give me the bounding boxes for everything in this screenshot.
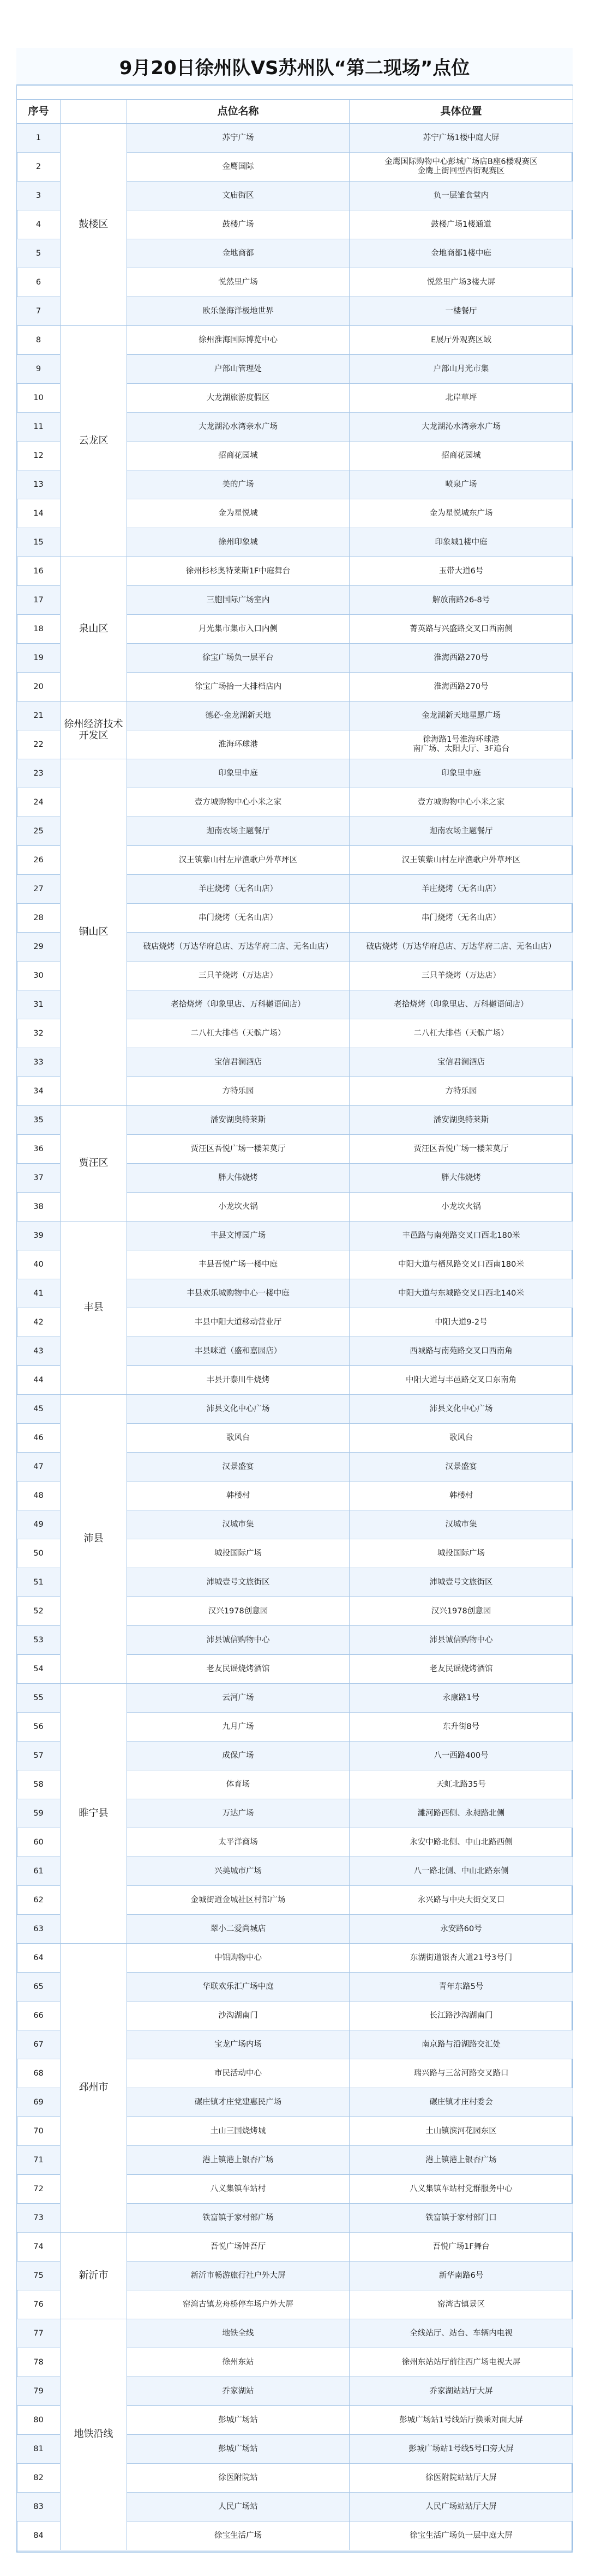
header-no: 序号 bbox=[17, 100, 61, 124]
row-number: 5 bbox=[17, 239, 61, 268]
venue-position: 铁富镇于家村部门口 bbox=[350, 2204, 573, 2233]
venue-name: 二八杠大排档（天髌广场） bbox=[127, 1019, 350, 1048]
venue-position: 汉景盛宴 bbox=[350, 1453, 573, 1481]
venue-position: 沛县诚信购物中心 bbox=[350, 1626, 573, 1655]
venue-position: 八一路北侧、中山北路东侧 bbox=[350, 1857, 573, 1886]
row-number: 51 bbox=[17, 1568, 61, 1597]
row-number: 55 bbox=[17, 1684, 61, 1713]
venue-position: 北岸草坪 bbox=[350, 384, 573, 413]
venue-name: 汉王镇紫山村左岸渔歌户外草坪区 bbox=[127, 846, 350, 875]
venue-name: 大龙湖旅游度假区 bbox=[127, 384, 350, 413]
row-number: 71 bbox=[17, 2146, 61, 2175]
venue-name: 徐医附院站 bbox=[127, 2464, 350, 2493]
venue-position: 方特乐园 bbox=[350, 1077, 573, 1106]
row-number: 46 bbox=[17, 1424, 61, 1453]
row-number: 22 bbox=[17, 730, 61, 759]
district-cell: 新沂市 bbox=[61, 2233, 127, 2319]
venue-name: 市民活动中心 bbox=[127, 2059, 350, 2088]
venue-name: 鼓楼广场 bbox=[127, 210, 350, 239]
table-row bbox=[17, 1944, 573, 1973]
row-number: 73 bbox=[17, 2204, 61, 2233]
row-number: 6 bbox=[17, 268, 61, 297]
venue-name: 宝信君澜酒店 bbox=[127, 1048, 350, 1077]
venue-name: 沛城壹号文旅街区 bbox=[127, 1568, 350, 1597]
row-number: 16 bbox=[17, 557, 61, 586]
row-number: 24 bbox=[17, 788, 61, 817]
district-cell: 铜山区 bbox=[61, 759, 127, 1106]
venue-name: 沛县诚信购物中心 bbox=[127, 1626, 350, 1655]
venue-name: 成保广场 bbox=[127, 1741, 350, 1770]
row-number: 80 bbox=[17, 2406, 61, 2435]
venue-name: 悦然里广场 bbox=[127, 268, 350, 297]
venue-name: 破店烧烤（万达华府总店、万达华府二店、无名山店） bbox=[127, 933, 350, 962]
venue-position: 八一西路400号 bbox=[350, 1741, 573, 1770]
venue-position: 印象里中庭 bbox=[350, 759, 573, 788]
row-number: 9 bbox=[17, 355, 61, 384]
venue-name: 金鹰国际 bbox=[127, 153, 350, 182]
venue-name: 窑湾古镇龙舟桥停车场户外大屏 bbox=[127, 2290, 350, 2319]
district-cell: 沛县 bbox=[61, 1395, 127, 1684]
venue-position: 彭城广场站1号线站厅换乘对面大屏 bbox=[350, 2406, 573, 2435]
row-number: 12 bbox=[17, 442, 61, 470]
venue-position: 永安中路北侧、中山北路西侧 bbox=[350, 1828, 573, 1857]
row-number: 29 bbox=[17, 933, 61, 962]
venue-name: 土山三国烧烤城 bbox=[127, 2117, 350, 2146]
venue-name: 乔家湖站 bbox=[127, 2377, 350, 2406]
row-number: 14 bbox=[17, 499, 61, 528]
venue-position: 印象城1楼中庭 bbox=[350, 528, 573, 557]
row-number: 53 bbox=[17, 1626, 61, 1655]
venue-name: 汉景盛宴 bbox=[127, 1453, 350, 1481]
row-number: 47 bbox=[17, 1453, 61, 1481]
venue-name: 徐州东站 bbox=[127, 2348, 350, 2377]
row-number: 65 bbox=[17, 1973, 61, 2001]
venue-name: 宝龙广场内场 bbox=[127, 2030, 350, 2059]
table-row bbox=[17, 1222, 573, 1250]
row-number: 67 bbox=[17, 2030, 61, 2059]
row-number: 54 bbox=[17, 1655, 61, 1684]
row-number: 60 bbox=[17, 1828, 61, 1857]
venue-name: 美的广场 bbox=[127, 470, 350, 499]
row-number: 4 bbox=[17, 210, 61, 239]
row-number: 17 bbox=[17, 586, 61, 615]
row-number: 42 bbox=[17, 1308, 61, 1337]
row-number: 76 bbox=[17, 2290, 61, 2319]
venue-name: 丰县咪道（盛和嘉园店） bbox=[127, 1337, 350, 1366]
venue-name: 月光集市集市入口内侧 bbox=[127, 615, 350, 644]
venue-position: 破店烧烤（万达华府总店、万达华府二店、无名山店） bbox=[350, 933, 573, 962]
row-number: 78 bbox=[17, 2348, 61, 2377]
row-number: 21 bbox=[17, 702, 61, 730]
venue-position: 中阳大道与栖凤路交叉口西南180米 bbox=[350, 1250, 573, 1279]
venue-name: 徐宝广场负一层平台 bbox=[127, 644, 350, 673]
row-number: 26 bbox=[17, 846, 61, 875]
venue-name: 兴美城市广场 bbox=[127, 1857, 350, 1886]
venue-position: 徐州东站站厅前往西广场电视大屏 bbox=[350, 2348, 573, 2377]
venue-position: 汉兴1978创意园 bbox=[350, 1597, 573, 1626]
row-number: 77 bbox=[17, 2319, 61, 2348]
venue-position: 新华南路6号 bbox=[350, 2261, 573, 2290]
row-number: 2 bbox=[17, 153, 61, 182]
row-number: 19 bbox=[17, 644, 61, 673]
venue-name: 华联欢乐汇广场中庭 bbox=[127, 1973, 350, 2001]
venue-position: 悦然里广场3楼大屏 bbox=[350, 268, 573, 297]
venue-name: 徐州杉杉奥特莱斯1F中庭舞台 bbox=[127, 557, 350, 586]
venue-name: 韩楼村 bbox=[127, 1481, 350, 1510]
row-number: 82 bbox=[17, 2464, 61, 2493]
district-cell: 丰县 bbox=[61, 1222, 127, 1395]
venue-position: 青年东路5号 bbox=[350, 1973, 573, 2001]
venue-position: 串门烧烤（无名山店） bbox=[350, 904, 573, 933]
venue-position: 胖大伟烧烤 bbox=[350, 1164, 573, 1193]
venue-name: 丰县吾悦广场一楼中庭 bbox=[127, 1250, 350, 1279]
row-number: 37 bbox=[17, 1164, 61, 1193]
venue-name: 老拾烧烤（印象里店、万科樾语间店） bbox=[127, 990, 350, 1019]
venue-position: 大龙湖沁水湾亲水广场 bbox=[350, 413, 573, 442]
venue-position: 八义集镇车站村党群服务中心 bbox=[350, 2175, 573, 2204]
venue-name: 丰县开泰川牛烧烤 bbox=[127, 1366, 350, 1395]
row-number: 27 bbox=[17, 875, 61, 904]
venue-position: 港上镇港上银杏广场 bbox=[350, 2146, 573, 2175]
venue-name: 云河广场 bbox=[127, 1684, 350, 1713]
venue-name: 小龙坎火锅 bbox=[127, 1193, 350, 1222]
venue-name: 大龙湖沁水湾亲水广场 bbox=[127, 413, 350, 442]
row-number: 20 bbox=[17, 673, 61, 702]
row-number: 70 bbox=[17, 2117, 61, 2146]
venue-position: 苏宁广场1楼中庭大屏 bbox=[350, 124, 573, 153]
venue-position: 丰邑路与南苑路交叉口西北180米 bbox=[350, 1222, 573, 1250]
table-row bbox=[17, 124, 573, 153]
venue-name: 汉城市集 bbox=[127, 1510, 350, 1539]
venue-position: 长江路沙沟湖南门 bbox=[350, 2001, 573, 2030]
venue-position: 歌风台 bbox=[350, 1424, 573, 1453]
venue-position: 一楼餐厅 bbox=[350, 297, 573, 326]
venue-position: 菁英路与兴盛路交叉口西南侧 bbox=[350, 615, 573, 644]
row-number: 66 bbox=[17, 2001, 61, 2030]
row-number: 8 bbox=[17, 326, 61, 355]
venue-position: 鼓楼广场1楼通道 bbox=[350, 210, 573, 239]
row-number: 25 bbox=[17, 817, 61, 846]
header-name: 点位名称 bbox=[127, 100, 350, 124]
row-number: 41 bbox=[17, 1279, 61, 1308]
venue-name: 彭城广场站 bbox=[127, 2406, 350, 2435]
table-row bbox=[17, 1395, 573, 1424]
venue-name: 羊庄烧烤（无名山店） bbox=[127, 875, 350, 904]
row-number: 75 bbox=[17, 2261, 61, 2290]
district-cell: 地铁沿线 bbox=[61, 2319, 127, 2550]
venue-position: 碾庄镇才庄村委会 bbox=[350, 2088, 573, 2117]
venue-table bbox=[16, 85, 573, 2550]
row-number: 11 bbox=[17, 413, 61, 442]
venue-position: 淮海西路270号 bbox=[350, 673, 573, 702]
row-number: 63 bbox=[17, 1915, 61, 1944]
venue-name: 潘安湖奥特莱斯 bbox=[127, 1106, 350, 1135]
row-number: 15 bbox=[17, 528, 61, 557]
venue-position: 壹方城购物中心小米之家 bbox=[350, 788, 573, 817]
venue-name: 沙沟湖南门 bbox=[127, 2001, 350, 2030]
row-number: 50 bbox=[17, 1539, 61, 1568]
row-number: 49 bbox=[17, 1510, 61, 1539]
venue-position: 窑湾古镇景区 bbox=[350, 2290, 573, 2319]
row-number: 30 bbox=[17, 962, 61, 990]
row-number: 28 bbox=[17, 904, 61, 933]
venue-position: 徐海路1号淮海环球港 南广场、太阳大厅、3F追台 bbox=[350, 730, 573, 759]
venue-position: 中阳大道与丰邑路交叉口东南角 bbox=[350, 1366, 573, 1395]
venue-position: 沛县文化中心广场 bbox=[350, 1395, 573, 1424]
venue-name: 城投国际广场 bbox=[127, 1539, 350, 1568]
row-number: 13 bbox=[17, 470, 61, 499]
venue-name: 碾庄镇才庄党建惠民广场 bbox=[127, 2088, 350, 2117]
venue-name: 迦南农场主题餐厅 bbox=[127, 817, 350, 846]
row-number: 31 bbox=[17, 990, 61, 1019]
venue-name: 印象里中庭 bbox=[127, 759, 350, 788]
row-number: 57 bbox=[17, 1741, 61, 1770]
venue-position: 户部山月光市集 bbox=[350, 355, 573, 384]
venue-position: 金为星悦城东广场 bbox=[350, 499, 573, 528]
row-number: 69 bbox=[17, 2088, 61, 2117]
venue-name: 方特乐园 bbox=[127, 1077, 350, 1106]
venue-name: 地铁全线 bbox=[127, 2319, 350, 2348]
table-row bbox=[17, 1684, 573, 1713]
venue-name: 金为星悦城 bbox=[127, 499, 350, 528]
table-row bbox=[17, 759, 573, 788]
venue-position: 东升街8号 bbox=[350, 1713, 573, 1741]
venue-position: 乔家湖站站厅大屏 bbox=[350, 2377, 573, 2406]
venue-name: 壹方城购物中心小米之家 bbox=[127, 788, 350, 817]
row-number: 64 bbox=[17, 1944, 61, 1973]
venue-position: E展厅外观赛区域 bbox=[350, 326, 573, 355]
venue-name: 万达广场 bbox=[127, 1799, 350, 1828]
row-number: 38 bbox=[17, 1193, 61, 1222]
venue-name: 老友民谣烧烤酒馆 bbox=[127, 1655, 350, 1684]
row-number: 84 bbox=[17, 2521, 61, 2550]
venue-position: 老拾烧烤（印象里店、万科樾语间店） bbox=[350, 990, 573, 1019]
district-cell: 贾汪区 bbox=[61, 1106, 127, 1222]
venue-position: 玉带大道6号 bbox=[350, 557, 573, 586]
row-number: 62 bbox=[17, 1886, 61, 1915]
header-district-blank bbox=[61, 100, 127, 124]
venue-position: 彭城广场站1号线5号口旁大屏 bbox=[350, 2435, 573, 2464]
venue-position: 宝信君澜酒店 bbox=[350, 1048, 573, 1077]
venue-name: 徐州淮海国际博览中心 bbox=[127, 326, 350, 355]
venue-position: 韩楼村 bbox=[350, 1481, 573, 1510]
page-title: 9月20日徐州队VS苏州队“第二现场”点位 bbox=[16, 48, 573, 85]
venue-name: 德必·金龙湖新天地 bbox=[127, 702, 350, 730]
venue-position: 三只羊烧烤（万达店） bbox=[350, 962, 573, 990]
row-number: 61 bbox=[17, 1857, 61, 1886]
table-row bbox=[17, 2233, 573, 2261]
table-row bbox=[17, 1106, 573, 1135]
venue-name: 文庙街区 bbox=[127, 182, 350, 210]
row-number: 43 bbox=[17, 1337, 61, 1366]
venue-name: 汉兴1978创意园 bbox=[127, 1597, 350, 1626]
venue-position: 西城路与南苑路交叉口西南角 bbox=[350, 1337, 573, 1366]
row-number: 1 bbox=[17, 124, 61, 153]
row-number: 23 bbox=[17, 759, 61, 788]
row-number: 48 bbox=[17, 1481, 61, 1510]
venue-position: 瑞兴路与三岔河路交叉路口 bbox=[350, 2059, 573, 2088]
row-number: 79 bbox=[17, 2377, 61, 2406]
row-number: 58 bbox=[17, 1770, 61, 1799]
venue-name: 太平洋商场 bbox=[127, 1828, 350, 1857]
row-number: 36 bbox=[17, 1135, 61, 1164]
venue-position: 淮海西路270号 bbox=[350, 644, 573, 673]
district-cell: 云龙区 bbox=[61, 326, 127, 557]
row-number: 83 bbox=[17, 2493, 61, 2521]
venue-position: 吾悦广场1F舞台 bbox=[350, 2233, 573, 2261]
district-cell: 邳州市 bbox=[61, 1944, 127, 2233]
venue-position: 潘安湖奥特莱斯 bbox=[350, 1106, 573, 1135]
venue-position: 羊庄烧烤（无名山店） bbox=[350, 875, 573, 904]
venue-name: 欧乐堡海洋极地世界 bbox=[127, 297, 350, 326]
header-position: 具体位置 bbox=[350, 100, 573, 124]
row-number: 52 bbox=[17, 1597, 61, 1626]
row-number: 40 bbox=[17, 1250, 61, 1279]
venue-name: 体育场 bbox=[127, 1770, 350, 1799]
venue-position: 中阳大道与东城路交叉口西北140米 bbox=[350, 1279, 573, 1308]
district-cell: 徐州经济技术开发区 bbox=[61, 702, 127, 759]
venue-name: 吾悦广场钟吾厅 bbox=[127, 2233, 350, 2261]
venue-name: 户部山管理处 bbox=[127, 355, 350, 384]
row-number: 33 bbox=[17, 1048, 61, 1077]
venue-name: 徐宝生活广场 bbox=[127, 2521, 350, 2550]
venue-position: 永安路60号 bbox=[350, 1915, 573, 1944]
row-number: 39 bbox=[17, 1222, 61, 1250]
table-body bbox=[17, 124, 573, 2550]
row-number: 44 bbox=[17, 1366, 61, 1395]
venue-name: 苏宁广场 bbox=[127, 124, 350, 153]
venue-name: 铁富镇于家村部广场 bbox=[127, 2204, 350, 2233]
venue-name: 歌风台 bbox=[127, 1424, 350, 1453]
venue-position: 贾汪区吾悦广场一楼茉莫厅 bbox=[350, 1135, 573, 1164]
venue-name: 新沂市畅游旅行社户外大屏 bbox=[127, 2261, 350, 2290]
venue-name: 八义集镇车站村 bbox=[127, 2175, 350, 2204]
venue-name: 翠小二爱尚城店 bbox=[127, 1915, 350, 1944]
row-number: 59 bbox=[17, 1799, 61, 1828]
district-cell: 鼓楼区 bbox=[61, 124, 127, 326]
row-number: 18 bbox=[17, 615, 61, 644]
venue-name: 金城街道金城社区村部广场 bbox=[127, 1886, 350, 1915]
table-row bbox=[17, 326, 573, 355]
venue-name: 三胞国际广场室内 bbox=[127, 586, 350, 615]
venue-position: 永兴路与中央大街交叉口 bbox=[350, 1886, 573, 1915]
venue-name: 人民广场站 bbox=[127, 2493, 350, 2521]
venue-position: 天虹北路35号 bbox=[350, 1770, 573, 1799]
venue-position: 南京路与沿湖路交汇处 bbox=[350, 2030, 573, 2059]
venue-position: 金鹰国际购物中心彭城广场店B座6楼观赛区 金鹰上街回型西街观赛区 bbox=[350, 153, 573, 182]
venue-position: 小龙坎火锅 bbox=[350, 1193, 573, 1222]
venue-name: 沛县文化中心广场 bbox=[127, 1395, 350, 1424]
venue-position: 汉王镇紫山村左岸渔歌户外草坪区 bbox=[350, 846, 573, 875]
venue-name: 招商花园城 bbox=[127, 442, 350, 470]
row-number: 32 bbox=[17, 1019, 61, 1048]
venue-position: 老友民谣烧烤酒馆 bbox=[350, 1655, 573, 1684]
venue-position: 迦南农场主题餐厅 bbox=[350, 817, 573, 846]
venue-position: 喷泉广场 bbox=[350, 470, 573, 499]
venue-name: 丰县中阳大道移动营业厅 bbox=[127, 1308, 350, 1337]
table-row bbox=[17, 557, 573, 586]
venue-name: 三只羊烧烤（万达店） bbox=[127, 962, 350, 990]
row-number: 68 bbox=[17, 2059, 61, 2088]
venue-name: 中铝购物中心 bbox=[127, 1944, 350, 1973]
venue-name: 淮海环球港 bbox=[127, 730, 350, 759]
venue-name: 徐州印象城 bbox=[127, 528, 350, 557]
venue-name: 丰县文博园广场 bbox=[127, 1222, 350, 1250]
venue-name: 徐宝广场拾一大排档店内 bbox=[127, 673, 350, 702]
venue-position: 招商花园城 bbox=[350, 442, 573, 470]
venue-position: 金龙湖新天地星愿广场 bbox=[350, 702, 573, 730]
venue-position: 解放南路26-8号 bbox=[350, 586, 573, 615]
venue-name: 串门烧烤（无名山店） bbox=[127, 904, 350, 933]
venue-position: 人民广场站站厅大屏 bbox=[350, 2493, 573, 2521]
venue-position: 中阳大道9-2号 bbox=[350, 1308, 573, 1337]
row-number: 45 bbox=[17, 1395, 61, 1424]
row-number: 81 bbox=[17, 2435, 61, 2464]
district-cell: 睢宁县 bbox=[61, 1684, 127, 1944]
venue-name: 彭城广场站 bbox=[127, 2435, 350, 2464]
row-number: 35 bbox=[17, 1106, 61, 1135]
venue-position: 金地商都1楼中庭 bbox=[350, 239, 573, 268]
venue-position: 二八杠大排档（天髌广场） bbox=[350, 1019, 573, 1048]
row-number: 56 bbox=[17, 1713, 61, 1741]
venue-position: 全线站厅、站台、车辆内电视 bbox=[350, 2319, 573, 2348]
venue-position: 永康路1号 bbox=[350, 1684, 573, 1713]
row-number: 72 bbox=[17, 2175, 61, 2204]
venue-name: 贾汪区吾悦广场一楼茉莫厅 bbox=[127, 1135, 350, 1164]
venue-name: 丰县欢乐城购物中心一楼中庭 bbox=[127, 1279, 350, 1308]
row-number: 74 bbox=[17, 2233, 61, 2261]
row-number: 7 bbox=[17, 297, 61, 326]
venue-position: 徐医附院站站厅大屏 bbox=[350, 2464, 573, 2493]
venue-name: 港上镇港上银杏广场 bbox=[127, 2146, 350, 2175]
row-number: 34 bbox=[17, 1077, 61, 1106]
venue-position: 城投国际广场 bbox=[350, 1539, 573, 1568]
table-row bbox=[17, 2319, 573, 2348]
row-number: 3 bbox=[17, 182, 61, 210]
venue-position: 濉河路西侧、永昶路北侧 bbox=[350, 1799, 573, 1828]
venue-position: 沛城壹号文旅街区 bbox=[350, 1568, 573, 1597]
district-cell: 泉山区 bbox=[61, 557, 127, 702]
venue-name: 九月广场 bbox=[127, 1713, 350, 1741]
venue-position: 土山镇滨河花园东区 bbox=[350, 2117, 573, 2146]
venue-name: 金地商都 bbox=[127, 239, 350, 268]
venue-position: 汉城市集 bbox=[350, 1510, 573, 1539]
venue-name: 胖大伟烧烤 bbox=[127, 1164, 350, 1193]
venue-position: 东湖街道银杏大道21号3号门 bbox=[350, 1944, 573, 1973]
venue-position: 负一层雏食堂内 bbox=[350, 182, 573, 210]
row-number: 10 bbox=[17, 384, 61, 413]
venue-position: 徐宝生活广场负一层中庭大屏 bbox=[350, 2521, 573, 2550]
table-row bbox=[17, 702, 573, 730]
